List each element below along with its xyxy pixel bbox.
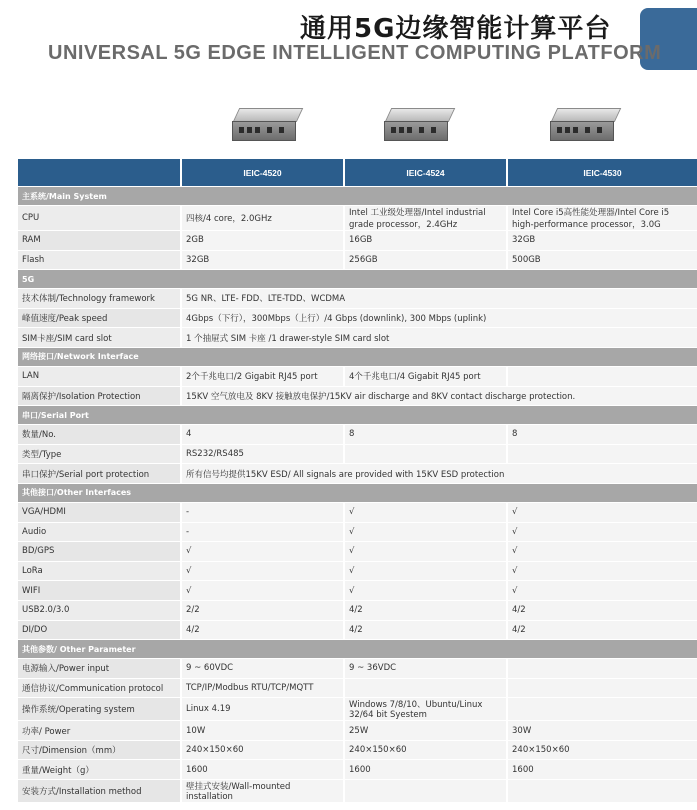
table-row (18, 444, 697, 464)
spec-label: Audio (18, 522, 181, 542)
spec-label: 类型/Type (18, 444, 181, 464)
spec-value-ieic-4530: 32GB (507, 231, 697, 251)
header-model-ieic-4520: IEIC-4520 (181, 159, 344, 187)
section-title: 其他参数/ Other Parameter (18, 640, 697, 659)
spec-value-ieic-4524: 4个千兆电口/4 Gigabit RJ45 port (344, 366, 507, 386)
spec-value-ieic-4530 (507, 659, 697, 679)
device-image-ieic-4520 (236, 108, 300, 142)
spec-label: 峰值速度/Peak speed (18, 308, 181, 328)
spec-label: LoRa (18, 561, 181, 581)
spec-value-ieic-4524: √ (344, 561, 507, 581)
section-header-row (18, 270, 697, 289)
spec-value-ieic-4524 (344, 678, 507, 698)
table-row (18, 561, 697, 581)
spec-value-ieic-4524: √ (344, 522, 507, 542)
table-row (18, 678, 697, 698)
spec-value-ieic-4520: √ (181, 561, 344, 581)
table-row (18, 502, 697, 522)
table-row (18, 231, 697, 251)
spec-label: 安装方式/Installation method (18, 780, 181, 803)
section-header-row (18, 347, 697, 366)
table-row (18, 464, 697, 484)
spec-value-all-models: 15KV 空气放电及 8KV 接触放电保护/15KV air discharge and 8KV contact discharge protection. (181, 386, 697, 406)
device-image-ieic-4524 (388, 108, 452, 142)
section-title: 其他接口/Other Interfaces (18, 483, 697, 502)
spec-value-ieic-4520: TCP/IP/Modbus RTU/TCP/MQTT (181, 678, 344, 698)
section-title: 串口/Serial Port (18, 406, 697, 425)
spec-label: CPU (18, 206, 181, 231)
spec-value-ieic-4524: 1600 (344, 760, 507, 780)
section-header-row (18, 640, 697, 659)
spec-value-ieic-4524: Intel 工业级处理器/Intel industrial grade processor，2.4GHz (344, 206, 507, 231)
spec-label: 重量/Weight（g） (18, 760, 181, 780)
spec-label: 功率/ Power (18, 721, 181, 741)
table-row (18, 600, 697, 620)
spec-value-ieic-4530 (507, 678, 697, 698)
spec-label: 操作系统/Operating system (18, 698, 181, 721)
spec-value-ieic-4524 (344, 444, 507, 464)
spec-value-ieic-4524: 256GB (344, 250, 507, 270)
spec-value-ieic-4530: 1600 (507, 760, 697, 780)
spec-value-ieic-4520: 240×150×60 (181, 740, 344, 760)
section-header-row (18, 406, 697, 425)
spec-label: 技术体制/Technology framework (18, 289, 181, 309)
table-row (18, 366, 697, 386)
table-row (18, 659, 697, 679)
header-model-ieic-4530: IEIC-4530 (507, 159, 697, 187)
page-title-cn: 通用5G边缘智能计算平台 (300, 14, 612, 44)
spec-value-ieic-4524: √ (344, 502, 507, 522)
spec-label: DI/DO (18, 620, 181, 640)
spec-value-ieic-4530: 500GB (507, 250, 697, 270)
table-row (18, 620, 697, 640)
spec-label: USB2.0/3.0 (18, 600, 181, 620)
table-row (18, 740, 697, 760)
page-title-en: UNIVERSAL 5G EDGE INTELLIGENT COMPUTING PLATFORM (48, 42, 662, 64)
table-row (18, 206, 697, 231)
spec-value-ieic-4530 (507, 366, 697, 386)
spec-value-ieic-4530 (507, 444, 697, 464)
section-header-row (18, 483, 697, 502)
spec-value-ieic-4524: 25W (344, 721, 507, 741)
spec-value-ieic-4524: 240×150×60 (344, 740, 507, 760)
spec-value-ieic-4520: √ (181, 581, 344, 601)
spec-value-ieic-4520: 32GB (181, 250, 344, 270)
spec-value-ieic-4530: √ (507, 502, 697, 522)
header-model-ieic-4524: IEIC-4524 (344, 159, 507, 187)
table-header-row (18, 159, 697, 187)
spec-table (18, 159, 697, 803)
spec-value-ieic-4520: 10W (181, 721, 344, 741)
spec-label: BD/GPS (18, 542, 181, 562)
spec-label: 尺寸/Dimension（mm） (18, 740, 181, 760)
table-row (18, 760, 697, 780)
spec-value-ieic-4520: 四核/4 core，2.0GHz (181, 206, 344, 231)
spec-value-ieic-4520: - (181, 522, 344, 542)
spec-value-ieic-4524: 4/2 (344, 600, 507, 620)
section-title: 主系统/Main System (18, 187, 697, 206)
spec-label: 数量/No. (18, 425, 181, 445)
spec-value-ieic-4520: 4/2 (181, 620, 344, 640)
table-row (18, 386, 697, 406)
spec-value-ieic-4530: 4/2 (507, 620, 697, 640)
spec-value-ieic-4524: Windows 7/8/10、Ubuntu/Linux 32/64 bit Syestem (344, 698, 507, 721)
spec-value-ieic-4520: 2个千兆电口/2 Gigabit RJ45 port (181, 366, 344, 386)
spec-value-ieic-4520: Linux 4.19 (181, 698, 344, 721)
section-title: 5G (18, 270, 697, 289)
section-header-row (18, 187, 697, 206)
spec-value-ieic-4530: √ (507, 542, 697, 562)
spec-value-ieic-4530: √ (507, 522, 697, 542)
spec-value-all-models: 1 个抽屉式 SIM 卡座 /1 drawer-style SIM card slot (181, 328, 697, 348)
spec-value-ieic-4530 (507, 780, 697, 803)
spec-value-ieic-4524: √ (344, 542, 507, 562)
spec-value-ieic-4524 (344, 780, 507, 803)
spec-label: LAN (18, 366, 181, 386)
spec-value-ieic-4524: 8 (344, 425, 507, 445)
spec-value-ieic-4524: 16GB (344, 231, 507, 251)
spec-label: WIFI (18, 581, 181, 601)
spec-value-ieic-4520: 9 ~ 60VDC (181, 659, 344, 679)
spec-value-ieic-4524: 4/2 (344, 620, 507, 640)
header-blank-cell (18, 159, 181, 187)
spec-value-all-models: 5G NR、LTE- FDD、LTE-TDD、WCDMA (181, 289, 697, 309)
table-row (18, 250, 697, 270)
spec-value-ieic-4530 (507, 698, 697, 721)
spec-value-ieic-4530: Intel Core i5高性能处理器/Intel Core i5 high-performance processor，3.0G (507, 206, 697, 231)
spec-value-ieic-4530: 8 (507, 425, 697, 445)
table-row (18, 721, 697, 741)
spec-value-ieic-4530: 4/2 (507, 600, 697, 620)
table-row (18, 780, 697, 803)
spec-value-ieic-4520: - (181, 502, 344, 522)
table-row (18, 542, 697, 562)
spec-value-ieic-4530: √ (507, 581, 697, 601)
spec-label: 通信协议/Communication protocol (18, 678, 181, 698)
table-row (18, 308, 697, 328)
spec-value-ieic-4524: √ (344, 581, 507, 601)
spec-label: RAM (18, 231, 181, 251)
spec-value-all-models: 4Gbps（下行），300Mbps（上行）/4 Gbps (downlink), 300 Mbps (uplink) (181, 308, 697, 328)
table-row (18, 522, 697, 542)
spec-value-ieic-4530: 30W (507, 721, 697, 741)
table-row (18, 425, 697, 445)
spec-value-ieic-4520: 2/2 (181, 600, 344, 620)
spec-value-ieic-4520: 1600 (181, 760, 344, 780)
table-row (18, 698, 697, 721)
device-image-ieic-4530 (554, 108, 618, 142)
table-row (18, 289, 697, 309)
spec-label: 串口保护/Serial port protection (18, 464, 181, 484)
spec-label: 隔离保护/Isolation Protection (18, 386, 181, 406)
spec-value-ieic-4530: 240×150×60 (507, 740, 697, 760)
spec-value-ieic-4520: 壁挂式安装/Wall-mounted installation (181, 780, 344, 803)
spec-label: Flash (18, 250, 181, 270)
spec-value-all-models: 所有信号均提供15KV ESD/ All signals are provided with 15KV ESD protection (181, 464, 697, 484)
spec-value-ieic-4520: 4 (181, 425, 344, 445)
spec-label: VGA/HDMI (18, 502, 181, 522)
spec-value-ieic-4520: RS232/RS485 (181, 444, 344, 464)
spec-value-ieic-4520: 2GB (181, 231, 344, 251)
spec-value-ieic-4530: √ (507, 561, 697, 581)
table-row (18, 328, 697, 348)
section-title: 网络接口/Network Interface (18, 347, 697, 366)
spec-value-ieic-4520: √ (181, 542, 344, 562)
spec-label: 电源输入/Power input (18, 659, 181, 679)
table-row (18, 581, 697, 601)
spec-value-ieic-4524: 9 ~ 36VDC (344, 659, 507, 679)
spec-label: SIM卡座/SIM card slot (18, 328, 181, 348)
